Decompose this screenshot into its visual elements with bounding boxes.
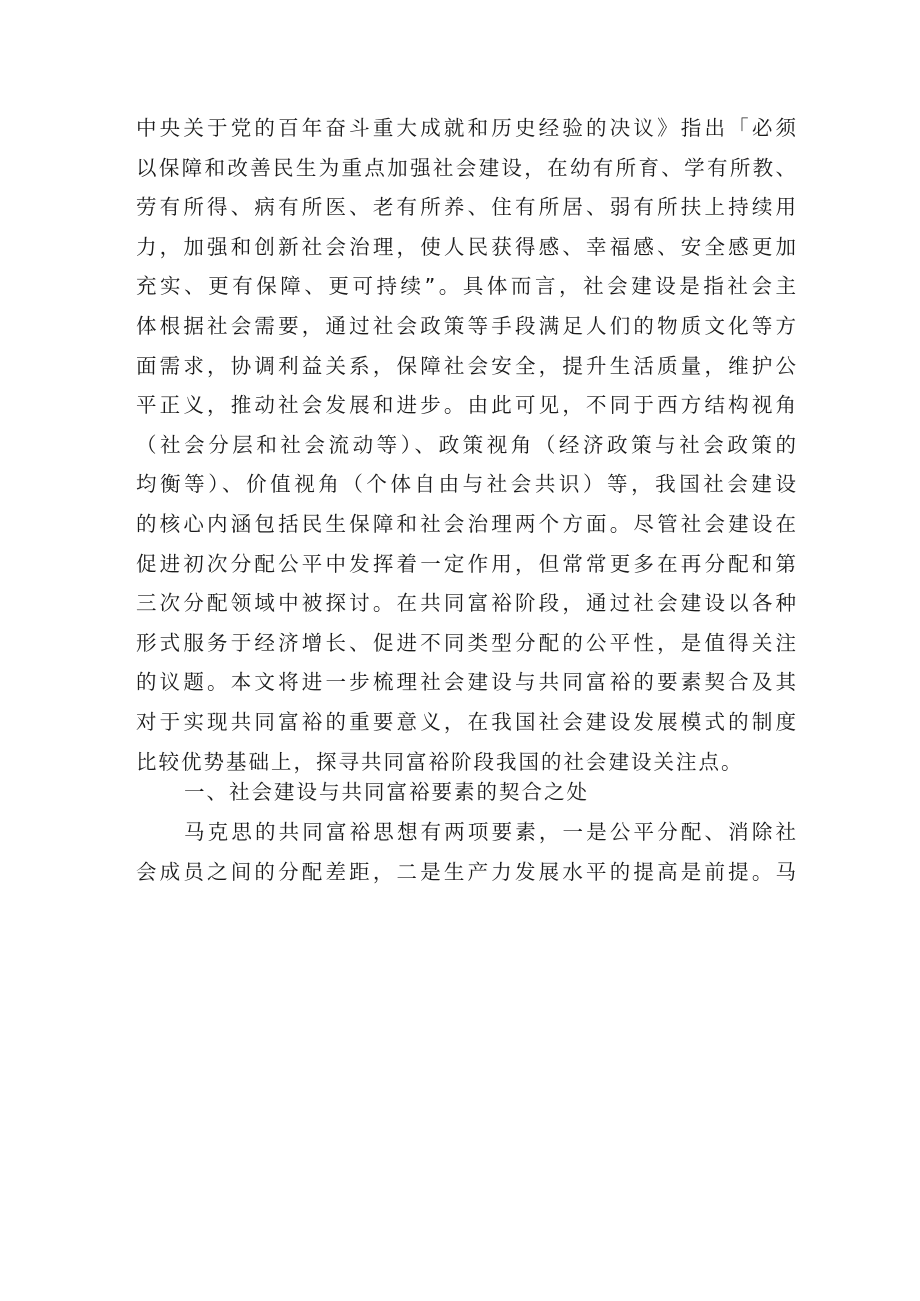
body-paragraph-2 <box>136 813 796 892</box>
text-line: 中央关于党的百年奋斗重大成就和历史经验的决议》指出「必须 <box>136 116 796 140</box>
section-heading: 一、社会建设与共同富裕要素的契合之处 <box>184 780 589 804</box>
text-line: 以保障和改善民生为重点加强社会建设，在幼有所育、学有所教、 <box>136 155 796 180</box>
text-line: 均衡等）、价值视角（个体自由与社会共识）等，我国社会建设 <box>136 472 796 497</box>
text-line: 对于实现共同富裕的重要意义，在我国社会建设发展模式的制度 <box>136 709 796 734</box>
text-line: 力，加强和创新社会治理，使人民获得感、幸福感、安全感更加 <box>136 234 796 259</box>
text-line: （社会分层和社会流动等）、政策视角（经济政策与社会政策的 <box>136 432 796 457</box>
text-line: 面需求，协调利益关系，保障社会安全，提升生活质量，维护公 <box>136 353 796 378</box>
text-line: 的核心内涵包括民生保障和社会治理两个方面。尽管社会建设在 <box>136 511 796 536</box>
text-line: 促进初次分配公平中发挥着一定作用，但常常更多在再分配和第 <box>136 551 796 576</box>
text-line: 劳有所得、病有所医、老有所养、住有所居、弱有所扶上持续用 <box>136 195 796 220</box>
text-line: 平正义，推动社会发展和进步。由此可见，不同于西方结构视角 <box>136 393 796 418</box>
text-line: 形式服务于经济增长、促进不同类型分配的公平性，是值得关注 <box>136 630 796 655</box>
body-paragraph-1 <box>136 109 796 782</box>
text-line: 的议题。本文将进一步梳理社会建设与共同富裕的要素契合及其 <box>136 670 796 695</box>
text-line: 充实、更有保障、更可持续”。具体而言，社会建设是指社会主 <box>136 274 796 299</box>
text-line: 体根据社会需要，通过社会政策等手段满足人们的物质文化等方 <box>136 313 796 338</box>
text-line: 比较优势基础上，探寻共同富裕阶段我国的社会建设关注点。 <box>136 749 744 774</box>
text-line: 马克思的共同富裕思想有两项要素，一是公平分配、消除社 <box>184 820 796 844</box>
text-line: 三次分配领域中被探讨。在共同富裕阶段，通过社会建设以各种 <box>136 591 796 616</box>
text-line: 会成员之间的分配差距，二是生产力发展水平的提高是前提。马 <box>136 859 796 884</box>
